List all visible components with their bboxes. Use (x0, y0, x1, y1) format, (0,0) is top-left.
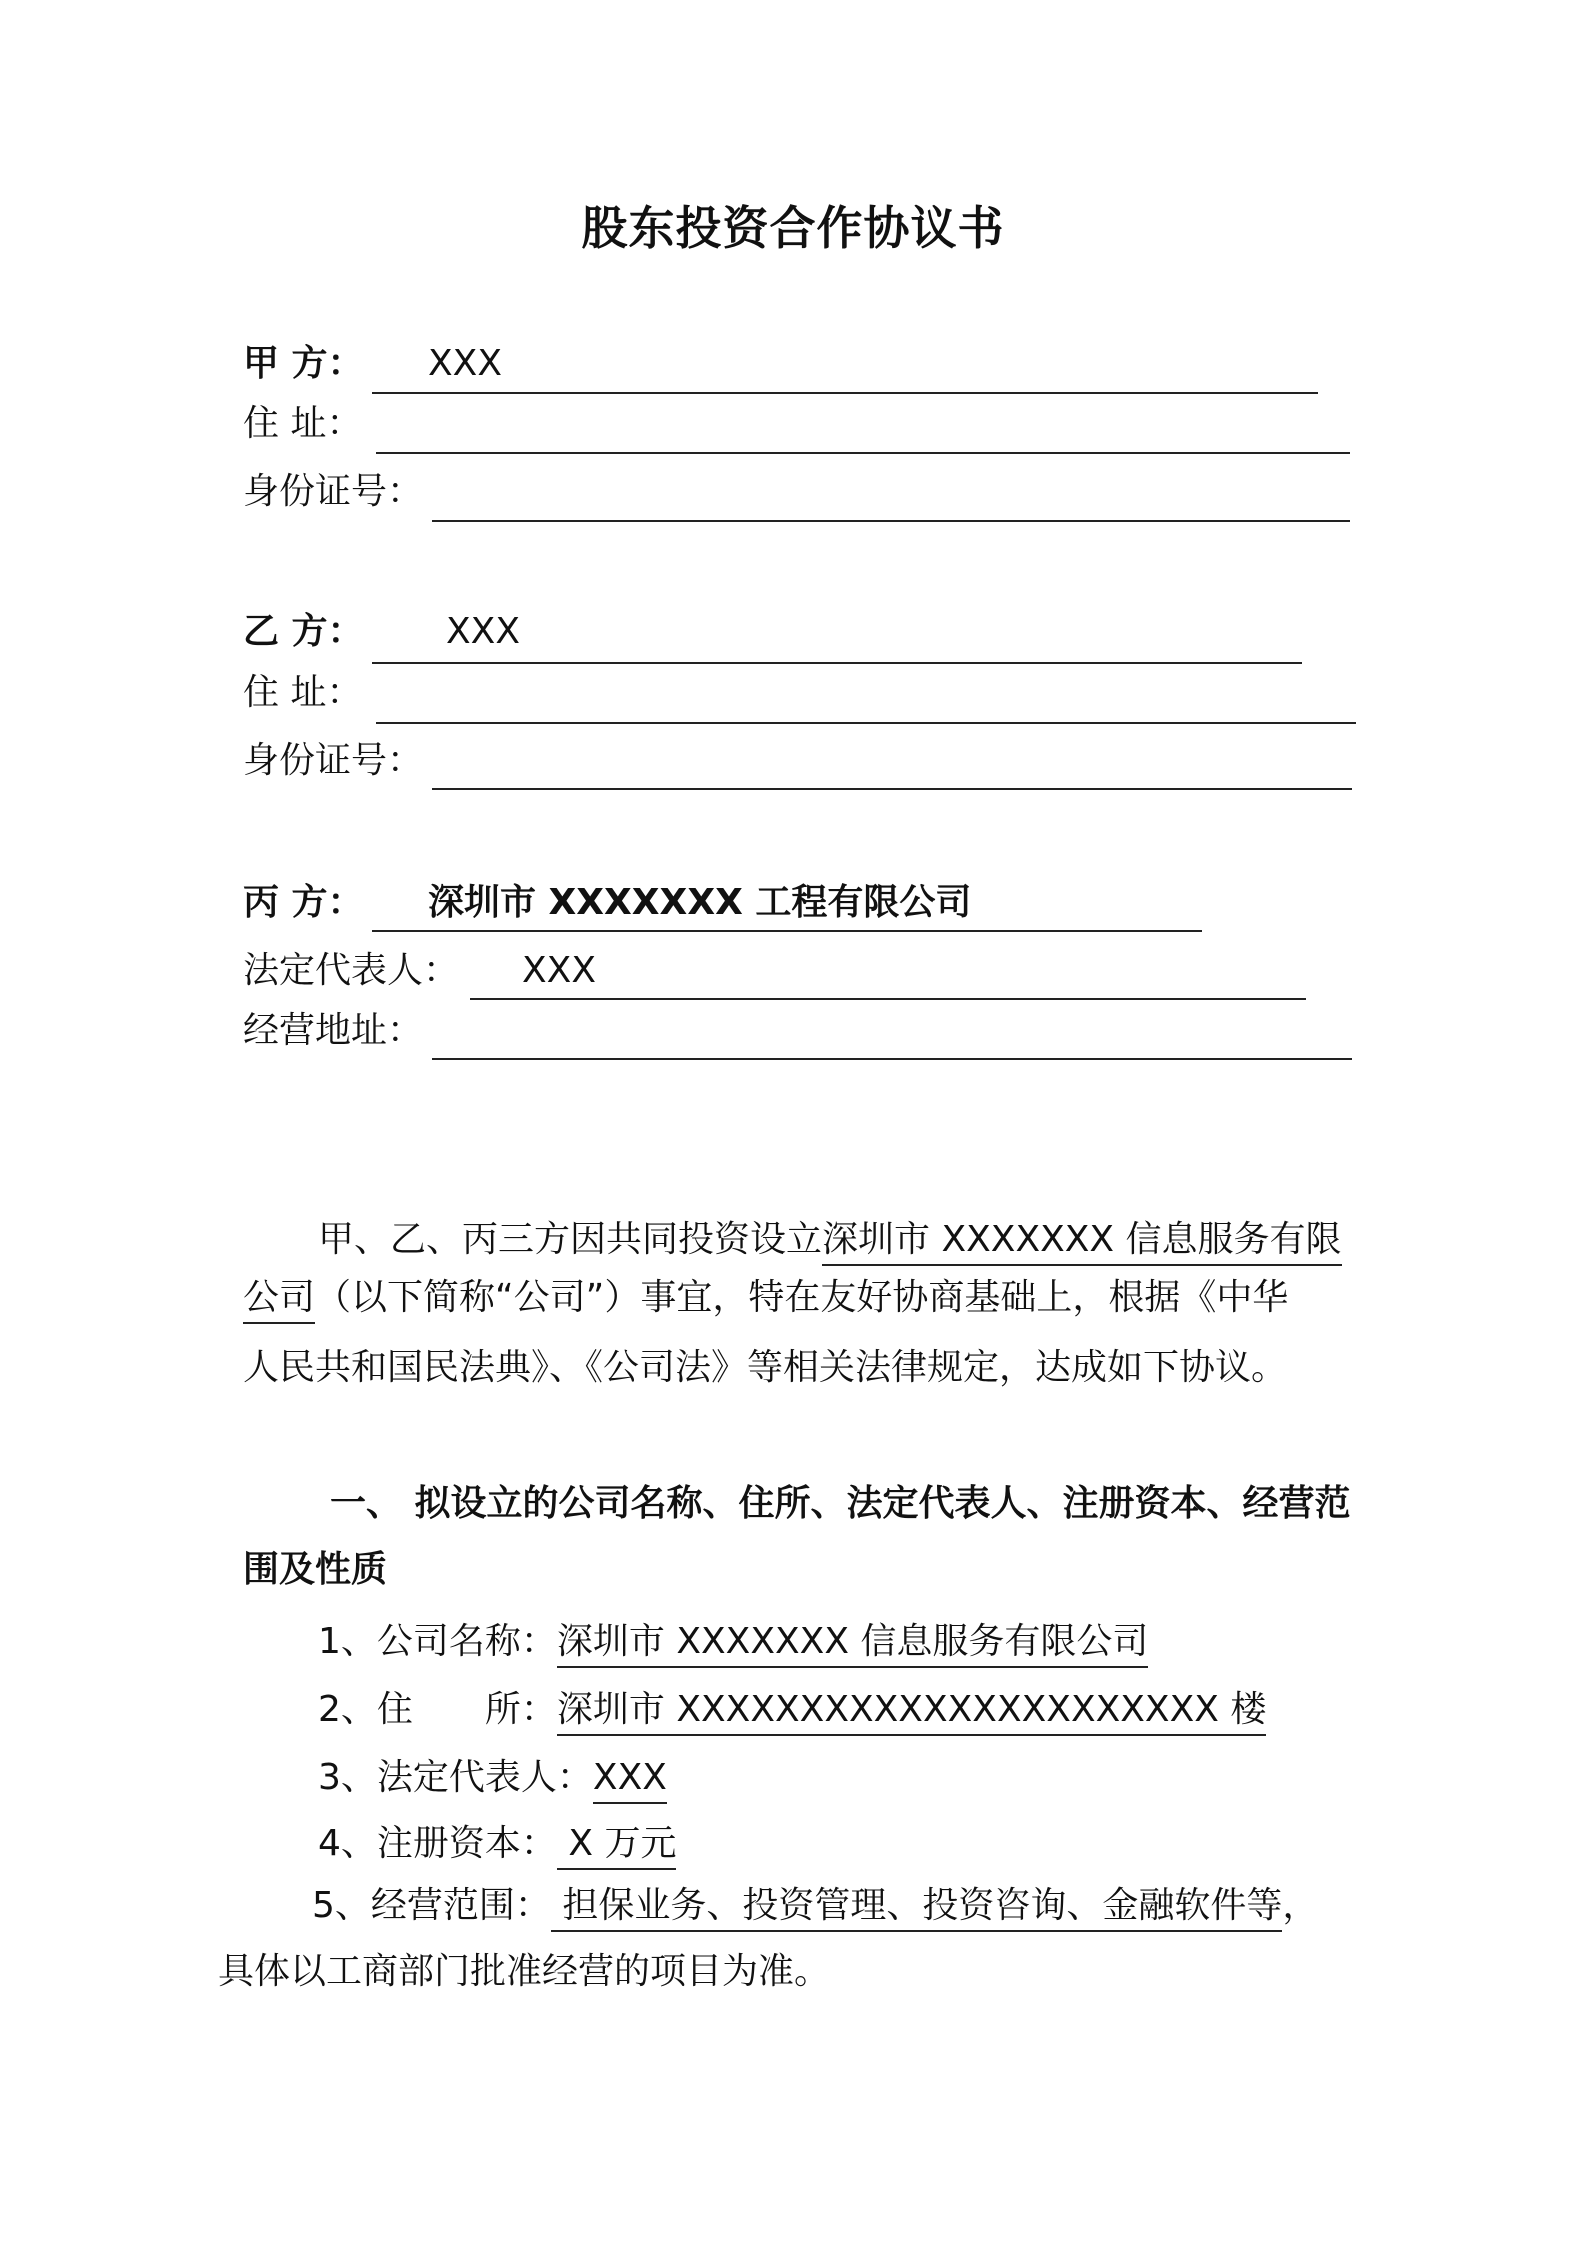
item-address-value: 深圳市 XXXXXXXXXXXXXXXXXXXXXX 楼 (557, 1689, 1266, 1736)
party-b-id-line (432, 788, 1352, 790)
party-a-name-line (372, 392, 1318, 394)
party-b-name: XXX (446, 611, 520, 652)
item-business-scope-line-2: 具体以工商部门批准经营的项目为准。 (218, 1951, 831, 1992)
party-b-label: 乙 方： (243, 611, 364, 652)
party-a-address-line (376, 452, 1350, 454)
item-legal-rep-value: XXX (593, 1757, 667, 1804)
party-c-rep-value: XXX (522, 950, 596, 991)
item-capital (318, 1822, 676, 1866)
party-b-name-line (372, 662, 1302, 664)
item-legal-rep (318, 1756, 667, 1800)
item-address (318, 1688, 1266, 1732)
party-c-address-label: 经营地址： (243, 1010, 424, 1051)
item-business-scope-suffix: ， (1282, 1885, 1319, 1926)
item-address-label: 2、住 所： (318, 1689, 557, 1730)
party-b-address-line (376, 722, 1356, 724)
item-capital-value: X 万元 (557, 1823, 677, 1870)
item-business-scope (312, 1884, 1318, 1928)
intro-line-3: 人民共和国民法典》、《公司法》等相关法律规定，达成如下协议。 (243, 1347, 1288, 1388)
section-1-heading-line-2: 围及性质 (243, 1549, 388, 1590)
party-b-address-label: 住 址： (243, 672, 363, 713)
item-company-name-value: 深圳市 XXXXXXX 信息服务有限公司 (557, 1621, 1149, 1668)
party-c-label: 丙 方： (243, 882, 364, 923)
party-c-rep-label: 法定代表人： (243, 950, 460, 991)
section-1-heading-line-1: 一、 拟设立的公司名称、住所、法定代表人、注册资本、经营范 (330, 1483, 1351, 1524)
party-c-name-line (372, 930, 1202, 932)
item-company-name-label: 1、公司名称： (318, 1621, 557, 1662)
item-company-name (318, 1620, 1148, 1664)
party-a-id-label: 身份证号： (243, 471, 424, 512)
party-c-name: 深圳市 XXXXXXX 工程有限公司 (428, 882, 972, 923)
party-a-id-line (432, 520, 1350, 522)
intro-company-name-part1: 深圳市 XXXXXXX 信息服务有限 (822, 1219, 1342, 1266)
party-c-address-line (432, 1058, 1352, 1060)
intro-line-2-text: （以下简称“公司”）事宜，特在友好协商基础上，根据《中华 (315, 1277, 1289, 1318)
party-a-label: 甲 方： (243, 343, 364, 384)
party-a-name: XXX (428, 343, 502, 384)
item-capital-label: 4、注册资本： (318, 1823, 557, 1864)
party-b-id-label: 身份证号： (243, 740, 424, 781)
document-title: 股东投资合作协议书 (581, 201, 1005, 255)
party-a-address-label: 住 址： (243, 403, 363, 444)
item-legal-rep-label: 3、法定代表人： (318, 1757, 593, 1798)
party-c-rep-line (470, 998, 1306, 1000)
intro-line-1 (318, 1218, 1342, 1262)
intro-line-2 (243, 1276, 1288, 1320)
item-business-scope-value: 担保业务、投资管理、投资咨询、金融软件等 (551, 1885, 1282, 1932)
item-business-scope-label: 5、经营范围： (312, 1885, 551, 1926)
intro-line-1-text: 甲、乙、丙三方因共同投资设立 (318, 1219, 823, 1260)
intro-company-name-part2: 公司 (243, 1277, 315, 1324)
